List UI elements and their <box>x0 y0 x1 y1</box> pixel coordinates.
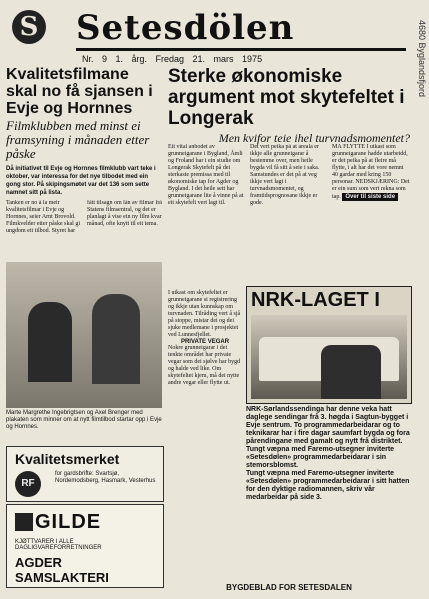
margin-address: 4680 Byglandsfjord <box>417 20 427 98</box>
main-subhead: Men kvifor teie ihel turvnadsmomentet? <box>218 131 410 145</box>
main-col-1: Eit vital anbodet av grunneigarane i Bygland, Åmli og Froland har i ein studie om Longerak Skytefelt på dei sterkaste premissa med til økonomiske tap for Agder og Bygland. I det heile sett har grunneigarane lite å vinne på at eit skytefelt vert lagt til. <box>168 144 244 206</box>
main-col-3 <box>332 144 410 282</box>
private-roads-text: Nokre grunneigarar i det tenkte området har private vegar som dei sjølve har bygd og halde ved like. Om skytefeltet kjem, må dei nytte andre vegar eller flytte ut. <box>168 345 241 386</box>
photo-caption: Marte Margrethe Ingebrigtsen og Axel Brenger med plakaten som minner om at nytt filmtilbod startar opp i Evje og Hornnes. <box>6 410 162 430</box>
child-figure <box>28 302 72 382</box>
main-lower-col <box>168 290 242 387</box>
main-headline: Sterke økonomiske argument mot skytefeltet i Longerak <box>168 66 405 129</box>
footer-tagline: BYGDEBLAD FOR SETESDALEN <box>226 583 352 592</box>
nrk-text-main: NRK-Sørlandssendinga har denne veka hatt daglege sendingar frå 3. høgda i Sagtun-bygget i Evje sentrum. To programmedarbeidarar og to teknikarar har i fire dagar saumfart bygda og fora pårendingane med gamalt og nytt frå distriktet. Tungt væpna med Faremo-utsegner inviterte «Setesdølen» programmedarbeidarar i sin stemorsblomst. <box>246 406 410 469</box>
main-story-head <box>168 66 410 146</box>
people-shape <box>321 345 381 399</box>
left-lead: Då initiativet til Evje og Hornnes filmklubb vart teke i oktober, var interessa for det nye tilbodet med ein gong stor. På skipingsmøtet var det 136 som sette namnet sitt på lista. <box>6 166 156 196</box>
masthead-rule <box>76 48 406 51</box>
gilde-line2: AGDER SAMSLAKTERI <box>15 555 109 585</box>
logo-letter: S <box>19 12 39 42</box>
gilde-ad <box>6 504 164 588</box>
gilde-logo-icon <box>15 513 33 531</box>
nrk-box <box>246 286 412 404</box>
nrk-photo <box>251 315 407 399</box>
children-photo <box>6 262 162 408</box>
main-col-2: Det vert peika på at areala er ikkje alle grunneigarar å bestemme over, men heile bygda vil få sitt å seie i saka. Samstundes er det på at veg ikkje vert lagt i turvnadsmomentet, og framtidsprognosane ikkje er gode. <box>250 144 320 206</box>
gilde-line1: KJØTTVARER I ALLE DAGLIGVAREFORRETNINGER <box>15 539 102 551</box>
issue-info: Nr. 9 1. årg. Fredag 21. mars 1975 <box>82 54 263 64</box>
nrk-text <box>246 406 410 502</box>
rf-badge: RF <box>15 471 41 497</box>
masthead <box>6 4 410 64</box>
main-lower-text: I utkast om skytefeltet er grunneigarane si registrering og ikkje utan kunnskap om turvnaden. Tilråding vert å sjå på stoppe, mistar dei og dei sjuke medlemane i prosjektet ved Lunnesfjellet. <box>168 290 241 338</box>
newspaper-title: Setesdölen <box>76 8 295 48</box>
main-continue: Over til siste side <box>342 193 398 201</box>
child-figure <box>92 294 140 384</box>
left-headline: Kvalitetsfilmane skal no få sjansen i Evje og Hornnes <box>6 66 153 117</box>
private-roads-heading: PRIVATE VEGAR <box>180 339 230 345</box>
ad-title: Kvalitetsmerket <box>15 451 120 467</box>
left-subhead: Filmklubben med minst ei framsyning i månaden etter påske <box>6 118 150 161</box>
masthead-logo <box>12 10 46 44</box>
nrk-headline: NRK-LAGET I <box>251 289 380 311</box>
nrk-text-extra: Tungt væpna med Faremo-utsegner inviterte «Setesdølen» programmedarbeidarar i sitt hatten for den dyktige radiomannen, skriv vår medarbeidar på side 3. <box>246 470 410 501</box>
gilde-brand: GILDE <box>35 511 102 533</box>
main-col-3-text: MÅ FLYTTE I utkast som grunneigarane hadde utarbeidd, er det peika på at fleire må flytte, i alt har det vore nemnt 40 gardar med kring 150 personar. NEDSKJÆRING: Det er ein sum som vert rekna som tap. <box>332 144 410 200</box>
ad-text: for gardsbrifte: Svartsjø, Nordemodsberg, Hasmark, Vesterhus <box>55 471 156 484</box>
kvalitetsmerket-ad <box>6 446 164 502</box>
left-body: Tanken er no å la meir kvalitetsfilmar i Evje og Hornnes, seier Arnt Brovold. Filmkvelder etter påske skal gi ungdom eit tilbod. Styret har fått tilsagn om lån av filmar frå Statens filmsentral, og det er planlagt å vise ein ny film kvar månad, ofte knytt til eit tema. <box>6 200 162 234</box>
